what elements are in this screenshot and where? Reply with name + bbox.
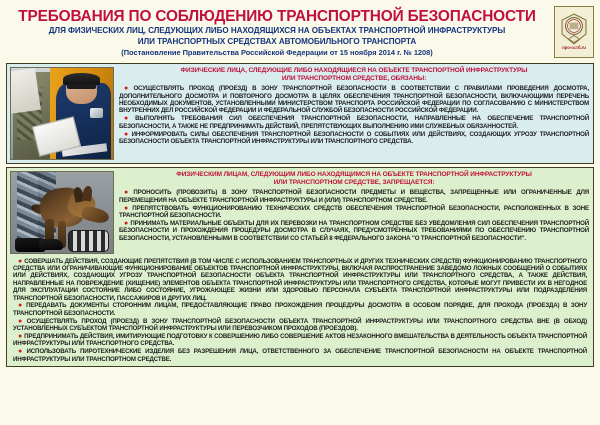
prohibitions-heading-line1: ФИЗИЧЕСКИМ ЛИЦАМ, СЛЕДУЮЩИМ ЛИБО НАХОДЯЩИМСЯ НА ОБЪЕКТЕ ТРАНСПОРТНОЙ ИНФРАСТРУКТУРЫ <box>176 171 532 179</box>
officer-checking-documents-photo <box>10 67 114 160</box>
seal-icon <box>560 13 588 45</box>
bullet-icon: ● <box>124 130 130 138</box>
obligation-item-text: ОСУЩЕСТВЛЯТЬ ПРОХОД (ПРОЕЗД) В ЗОНУ ТРАНСПОРТНОЙ БЕЗОПАСНОСТИ В СООТВЕТСТВИИ С ПРАВИЛАМИ ПРОВЕДЕНИЯ ДОСМОТРА, ДОПОЛНИТЕЛЬНОГО ДОСМОТРА И ПОВТОРНОГО ДОСМОТРА В ЦЕЛЯХ ОБЕСПЕЧЕНИЯ ТРАНСПОРТНОЙ БЕЗОПАСНОСТИ, ВКЛЮЧАЮЩИМИ ПЕРЕЧЕНЬ НЕОБХОДИМЫХ ДОКУМЕНТОВ, УСТАНОВЛЕННЫМИ МИНИСТЕРСТВОМ ТРАНСПОРТА РОССИЙСКОЙ ФЕДЕРАЦИИ ПО СОГЛАСОВАНИЮ С МИНИСТЕРСТВОМ ВНУТРЕННИХ ДЕЛ РОССИЙСКОЙ ФЕДЕРАЦИИ И ФЕДЕРАЛЬНОЙ СЛУЖБОЙ БЕЗОПАСНОСТИ РОССИЙСКОЙ ФЕДЕРАЦИИ. <box>119 85 589 115</box>
prohibition-item <box>12 348 589 363</box>
bullet-icon: ● <box>124 219 129 227</box>
obligations-heading-line2: ИЛИ ТРАНСПОРТНОМ СРЕДСТВЕ, ОБЯЗАНЫ: <box>281 75 427 83</box>
bullet-icon: ● <box>18 348 25 356</box>
page-subtitle-line1: ДЛЯ ФИЗИЧЕСКИХ ЛИЦ, СЛЕДУЮЩИХ ЛИБО НАХОДЯЩИХСЯ НА ОБЪЕКТАХ ТРАНСПОРТНОЙ ИНФРАСТРУКТУРЫ <box>48 26 506 36</box>
prohibitions-heading <box>118 171 590 189</box>
obligations-panel <box>6 63 594 164</box>
logo-url-text: про-сстб.ru <box>562 45 586 51</box>
prohibitions-heading-line2: ИЛИ ТРАНСПОРТНОМ СРЕДСТВЕ, ЗАПРЕЩАЕТСЯ: <box>273 179 435 187</box>
obligation-item <box>118 85 590 115</box>
dog-handler-with-service-dog-photo <box>10 171 114 254</box>
bullet-icon: ● <box>18 317 25 325</box>
prohibition-item-text: ИСПОЛЬЗОВАТЬ ПИРОТЕХНИЧЕСКИЕ ИЗДЕЛИЯ БЕЗ РАЗРЕШЕНИЯ ЛИЦА, ОТВЕТСТВЕННОГО ЗА ОБЕСПЕЧЕНИЕ ТРАНСПОРТНОЙ БЕЗОПАСНОСТИ НА ОБЪЕКТЕ ТРАНСПОРТНОЙ ИНФРАСТРУКТУРЫ ИЛИ ТРАНСПОРТНОМ СРЕДСТВЕ. <box>13 348 587 363</box>
legal-reference: (Постановление Правительства Российской Федерации от 15 ноября 2014 г. № 1208) <box>121 47 433 57</box>
bullet-icon: ● <box>18 332 23 340</box>
obligation-item <box>118 131 590 146</box>
bullet-icon: ● <box>124 115 134 123</box>
bullet-icon: ● <box>18 302 25 310</box>
prohibition-item <box>118 189 590 204</box>
organization-logo <box>554 6 594 58</box>
obligation-item <box>118 115 590 130</box>
page-subtitle-line2: ИЛИ ТРАНСПОРТНЫХ СРЕДСТВАХ АВТОМОБИЛЬНОГО ТРАНСПОРТА <box>137 37 417 47</box>
obligations-heading-line1: ФИЗИЧЕСКИЕ ЛИЦА, СЛЕДУЮЩИЕ ЛИБО НАХОДЯЩИЕСЯ НА ОБЪЕКТЕ ТРАНСПОРТНОЙ ИНФРАСТРУКТУРЫ <box>180 67 528 75</box>
page-title: ТРЕБОВАНИЯ ПО СОБЛЮДЕНИЮ ТРАНСПОРТНОЙ БЕЗОПАСНОСТИ <box>18 8 536 25</box>
prohibition-item <box>12 318 589 333</box>
obligation-item-text: ВЫПОЛНЯТЬ ТРЕБОВАНИЯ СИЛ ОБЕСПЕЧЕНИЯ ТРАНСПОРТНОЙ БЕЗОПАСНОСТИ, НАПРАВЛЕННЫЕ НА ОБЕСПЕЧЕНИЕ ТРАНСПОРТНОЙ БЕЗОПАСНОСТИ, А ТАКЖЕ НЕ ПРЕДПРИНИМАТЬ ДЕЙСТВИЙ, ПРЕПЯТСТВУЮЩИХ ВЫПОЛНЕНИЮ ИМИ СЛУЖЕБНЫХ ОБЯЗАННОСТЕЙ. <box>119 115 589 130</box>
prohibition-item-text: ПРОНОСИТЬ (ПРОВОЗИТЬ) В ЗОНУ ТРАНСПОРТНОЙ БЕЗОПАСНОСТИ ПРЕДМЕТЫ И ВЕЩЕСТВА, ЗАПРЕЩЕННЫЕ ИЛИ ОГРАНИЧЕННЫЕ ДЛЯ ПЕРЕМЕЩЕНИЯ НА ОБЪЕКТЕ ТРАНСПОРТНОЙ ИНФРАСТРУКТУРЫ И (ИЛИ) ТРАНСПОРТНОМ СРЕДСТВЕ. <box>119 189 589 204</box>
prohibition-item-text: ПРЕДПРИНИМАТЬ ДЕЙСТВИЯ, ИМИТИРУЮЩИЕ ПОДГОТОВКУ К СОВЕРШЕНИЮ ЛИБО СОВЕРШЕНИЕ АКТОВ НЕЗАКОННОГО ВМЕШАТЕЛЬСТВА В ДЕЯТЕЛЬНОСТЬ ОБЪЕКТА ТРАНСПОРТНОЙ ИНФРАСТРУКТУРЫ ИЛИ ТРАНСПОРТНОГО СРЕДСТВА. <box>13 332 587 348</box>
bullet-icon: ● <box>18 257 23 265</box>
prohibition-item-text: СОВЕРШАТЬ ДЕЙСТВИЯ, СОЗДАЮЩИЕ ПРЕПЯТСТВИЯ (В ТОМ ЧИСЛЕ С ИСПОЛЬЗОВАНИЕМ ТРАНСПОРТНЫХ И ДРУГИХ ТЕХНИЧЕСКИХ СРЕДСТВ) ФУНКЦИОНИРОВАНИЮ ТРАНСПОРТНОГО СРЕДСТВА ИЛИ ОГРАНИЧИВАЮЩИЕ ФУНКЦИОНИРОВАНИЕ ОБЪЕКТОВ ТРАНСПОРТНОЙ ИНФРАСТРУКТУРЫ, ВКЛЮЧАЯ РАСПРОСТРАНЕНИЕ ЗАВЕДОМО ЛОЖНЫХ СООБЩЕНИЙ О СОБЫТИЯХ ИЛИ ДЕЙСТВИЯХ, СОЗДАЮЩИХ УГРОЗУ ТРАНСПОРТНОЙ БЕЗОПАСНОСТИ ОБЪЕКТА ТРАНСПОРТНОЙ ИНФРАСТРУКТУРЫ ИЛИ ТРАНСПОРТНОГО СРЕДСТВА, А ТАКЖЕ ДЕЙСТВИЯ, НАПРАВЛЕННЫЕ НА ПОВРЕЖДЕНИЕ (ХИЩЕНИЕ) ЭЛЕМЕНТОВ ОБЪЕКТА ТРАНСПОРТНОЙ ИНФРАСТРУКТУРЫ ИЛИ ТРАНСПОРТНОГО СРЕДСТВА, КОТОРЫЕ МОГУТ ПРИВЕСТИ ИХ В НЕГОДНОЕ ДЛЯ ЭКСПЛУАТАЦИИ СОСТОЯНИЕ ЛИБО СОСТОЯНИЕ, УГРОЖАЮЩЕЕ ЖИЗНИ ИЛИ ЗДОРОВЬЮ ПЕРСОНАЛА СУБЪЕКТА ТРАНСПОРТНОЙ ИНФРАСТРУКТУРЫ ИЛИ ПОДРАЗДЕЛЕНИЯ ТРАНСПОРТНОЙ БЕЗОПАСНОСТИ, ПАССАЖИРОВ И ДРУГИХ ЛИЦ. <box>13 257 587 302</box>
bullet-icon: ● <box>124 204 131 212</box>
prohibitions-full-width-list <box>7 258 593 366</box>
bullet-icon: ● <box>124 85 132 93</box>
bullet-icon: ● <box>124 189 132 197</box>
prohibition-item-text: ПРЕПЯТСТВОВАТЬ ФУНКЦИОНИРОВАНИЮ ТЕХНИЧЕСКИХ СРЕДСТВ ОБЕСПЕЧЕНИЯ ТРАНСПОРТНОЙ БЕЗОПАСНОСТИ, РАСПОЛОЖЕННЫХ В ЗОНЕ ТРАНСПОРТНОЙ БЕЗОПАСНОСТИ. <box>119 204 589 219</box>
prohibition-item <box>118 205 590 220</box>
prohibition-item-text: ПРИНИМАТЬ МАТЕРИАЛЬНЫЕ ОБЪЕКТЫ ДЛЯ ИХ ПЕРЕВОЗКИ НА ТРАНСПОРТНОМ СРЕДСТВЕ БЕЗ УВЕДОМЛЕНИЯ СИЛ ОБЕСПЕЧЕНИЯ ТРАНСПОРТНОЙ БЕЗОПАСНОСТИ И ПРОХОЖДЕНИЯ ПРОЦЕДУРЫ ДОСМОТРА В СЛУЧАЯХ, ПРЕДУСМОТРЕННЫХ ТРЕБОВАНИЯМИ ПО ОБЕСПЕЧЕНИЮ ТРАНСПОРТНОЙ БЕЗОПАСНОСТИ, УСТАНОВЛЕННЫМИ В СООТВЕТСТВИИ СО СТАТЬЕЙ 8 ФЕДЕРАЛЬНОГО ЗАКОНА "О ТРАНСПОРТНОЙ БЕЗОПАСНОСТИ". <box>119 219 589 242</box>
prohibition-item <box>12 333 589 348</box>
prohibition-item <box>12 258 589 302</box>
prohibition-item <box>12 302 589 317</box>
poster-header <box>4 4 596 60</box>
prohibition-item <box>118 220 590 242</box>
obligation-item-text: ИНФОРМИРОВАТЬ СИЛЫ ОБЕСПЕЧЕНИЯ ТРАНСПОРТНОЙ БЕЗОПАСНОСТИ О СОБЫТИЯХ ИЛИ ДЕЙСТВИЯХ, СОЗДАЮЩИХ УГРОЗУ ТРАНСПОРТНОЙ БЕЗОПАСНОСТИ ОБЪЕКТА ТРАНСПОРТНОЙ ИНФРАСТРУКТУРЫ ИЛИ ТРАНСПОРТНОГО СРЕДСТВА. <box>119 130 589 145</box>
obligations-heading <box>118 67 590 85</box>
prohibition-item-text: ОСУЩЕСТВЛЯТЬ ПРОХОД (ПРОЕЗД) В ЗОНУ ТРАНСПОРТНОЙ БЕЗОПАСНОСТИ ОБЪЕКТА ТРАНСПОРТНОЙ ИНФРАСТРУКТУРЫ ИЛИ ТРАНСПОРТНОГО СРЕДСТВА ВНЕ (В ОБХОД) УСТАНОВЛЕННЫХ СУБЪЕКТОМ ТРАНСПОРТНОЙ ИНФРАСТРУКТУРЫ ИЛИ ПЕРЕВОЗЧИКОМ ПРОХОДОВ (ПРОЕЗДОВ). <box>13 317 588 333</box>
prohibition-item-text: ПЕРЕДАВАТЬ ДОКУМЕНТЫ СТОРОННИМ ЛИЦАМ, ПРЕДОСТАВЛЯЮЩИЕ ПРАВО ПРОХОЖДЕНИЯ ПРОЦЕДУРЫ ДОСМОТРА В ОСОБОМ ПОРЯДКЕ, ДЛЯ ПРОХОДА (ПРОЕЗДА) В ЗОНУ ТРАНСПОРТНОЙ БЕЗОПАСНОСТИ. <box>13 302 587 317</box>
prohibitions-panel <box>6 167 594 367</box>
